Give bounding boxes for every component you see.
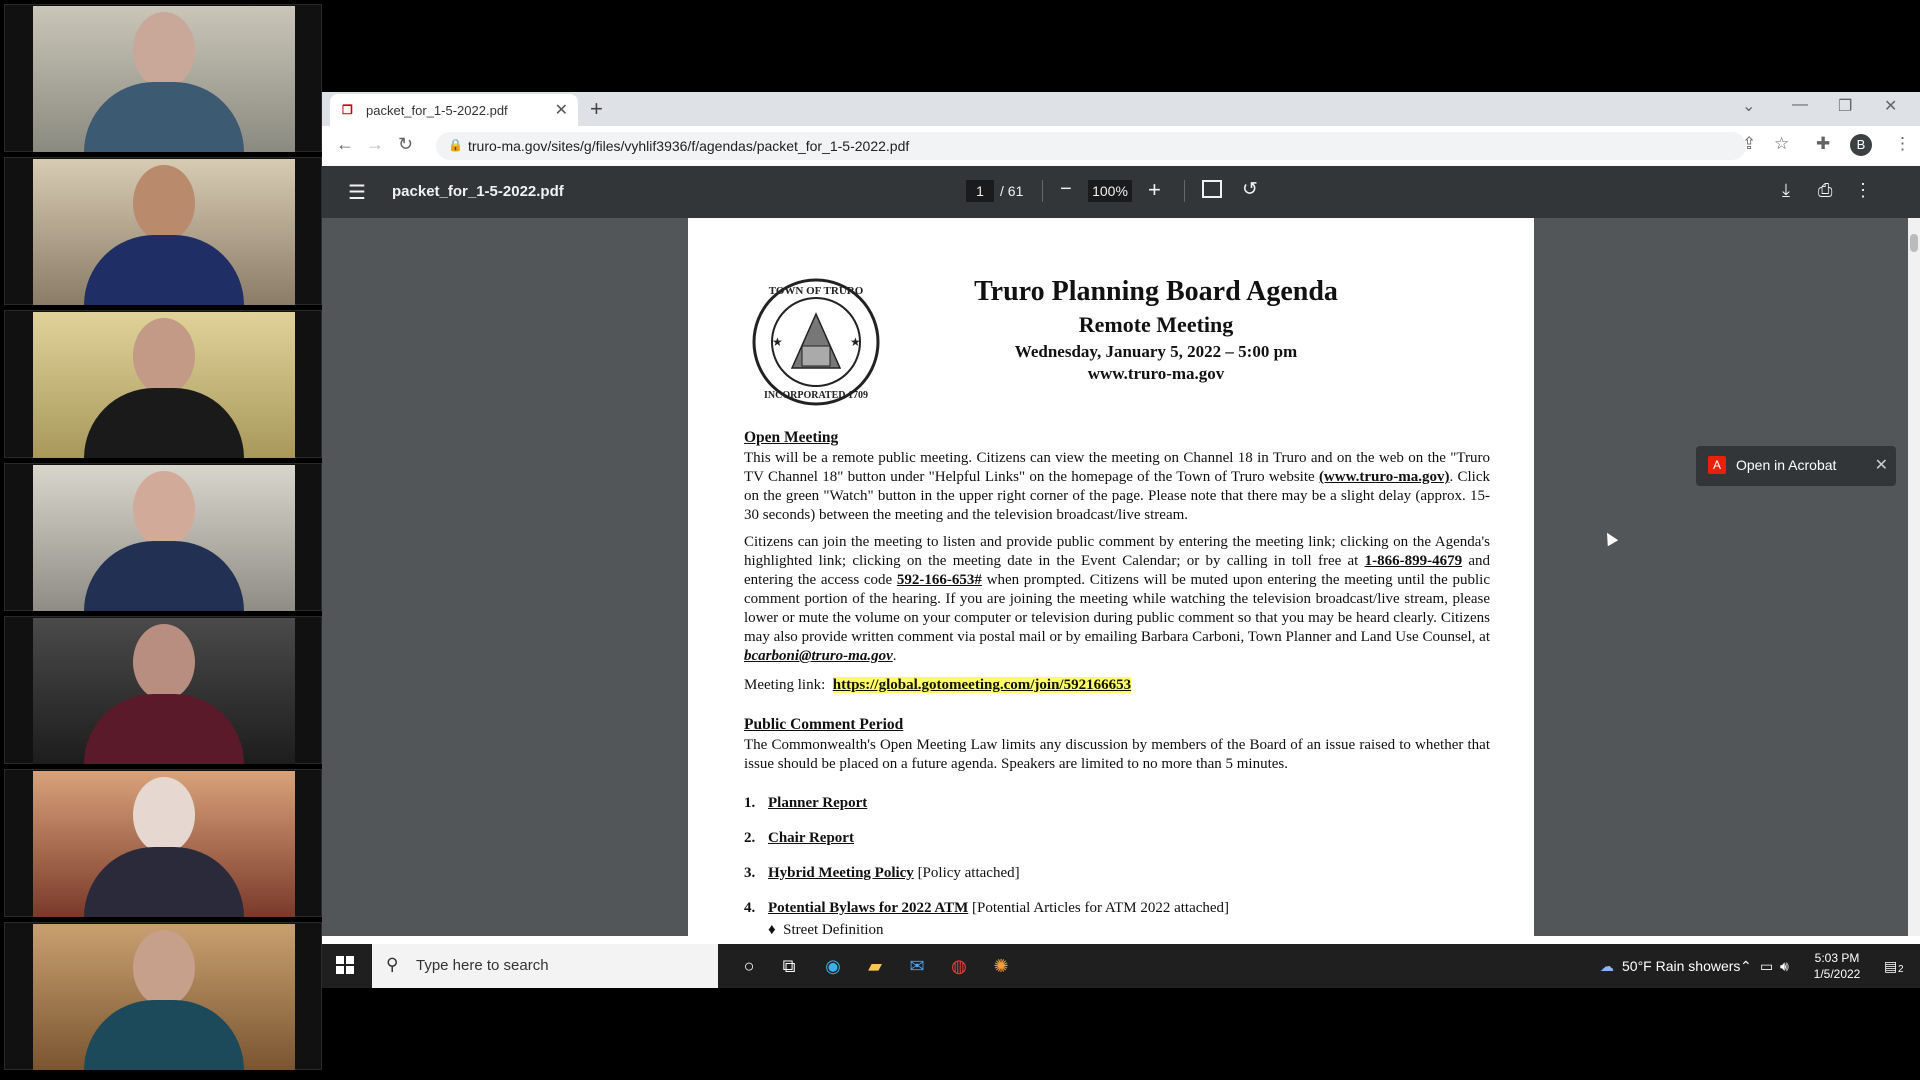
mail-icon[interactable]: ✉ — [909, 956, 925, 976]
item-title: Hybrid Meeting Policy — [768, 865, 914, 881]
back-button[interactable]: ← — [336, 134, 354, 154]
tab-bar — [322, 92, 1920, 126]
item-number: 3. — [744, 865, 756, 881]
pdf-viewport[interactable] — [322, 218, 1908, 936]
agenda-body — [744, 428, 1490, 936]
meeting-date: Wednesday, January 5, 2022 – 5:00 pm — [1014, 342, 1298, 361]
video-participants-strip — [4, 4, 322, 1076]
participant-figure — [84, 471, 244, 611]
participant-figure — [84, 165, 244, 305]
participant-video — [33, 924, 295, 1070]
sub-bullet — [768, 921, 1490, 936]
bookmark-star-icon[interactable]: ☆ — [1774, 134, 1790, 153]
reload-button[interactable]: ↻ — [398, 134, 414, 154]
pdf-scrollbar[interactable] — [1908, 218, 1920, 936]
edge-icon[interactable]: ◉ — [825, 956, 841, 976]
item-title: Potential Bylaws for 2022 ATM — [768, 900, 969, 916]
participant-figure — [84, 930, 244, 1070]
pdf-toolbar — [322, 166, 1920, 218]
diamond-bullet-icon: ♦ — [768, 922, 776, 936]
app-icon[interactable]: ✺ — [993, 956, 1009, 976]
share-icon[interactable]: ⇪ — [1742, 134, 1757, 153]
pdf-page — [688, 218, 1534, 936]
address-bar[interactable] — [436, 132, 1746, 160]
join-meeting-paragraph — [744, 533, 1490, 666]
tab-search-icon[interactable]: ⌄ — [1742, 98, 1756, 115]
participant-figure — [84, 624, 244, 764]
participant-tile[interactable] — [4, 922, 322, 1070]
item-title: Planner Report — [768, 795, 868, 811]
download-icon[interactable]: ⤓ — [1782, 180, 1790, 200]
item-title: Chair Report — [768, 830, 854, 846]
agenda-item — [744, 899, 1490, 918]
acrobat-close-icon[interactable]: ✕ — [1874, 457, 1888, 474]
browser-menu-icon[interactable]: ⋮ — [1894, 134, 1911, 153]
clock-date: 1/5/2022 — [1813, 967, 1861, 981]
paragraph-text: This will be a remote public meeting. Citizens can view the meeting on Channel 18 in Truro and on the web on the "Truro TV Channel 18" button under "Helpful Links" on the homepage of the Town of Truro website — [744, 450, 1490, 485]
participant-video — [33, 6, 295, 152]
participant-tile[interactable] — [4, 310, 322, 458]
agenda-item — [744, 794, 1490, 813]
participant-tile[interactable] — [4, 463, 322, 611]
item-note: [Policy attached] — [913, 865, 1020, 881]
website-link[interactable]: (www.truro-ma.gov) — [1318, 469, 1450, 485]
email-link[interactable]: bcarboni@truro-ma.gov — [744, 648, 893, 664]
weather-icon: ☁ — [1600, 958, 1614, 974]
open-meeting-paragraph — [744, 449, 1490, 525]
notification-count: 2 — [1898, 964, 1904, 975]
restore-button[interactable]: ❐ — [1838, 98, 1853, 115]
open-in-acrobat-button[interactable] — [1696, 446, 1896, 486]
zoom-level-input[interactable]: 100% — [1088, 180, 1132, 202]
participant-tile[interactable] — [4, 157, 322, 305]
toolbar-divider — [1184, 180, 1185, 202]
paragraph-text: Citizens can join the meeting to listen and provide public comment by entering the meeting link; clicking on the Agenda's highlighted link; clicking on the meeting date in the Event Calendar; or by calling in toll free at — [744, 534, 1490, 569]
paragraph-text: . — [892, 648, 897, 664]
pdf-sidebar-menu-icon[interactable]: ☰ — [348, 182, 366, 204]
chrome-icon[interactable]: ◍ — [951, 956, 967, 976]
minimize-button[interactable]: — — [1792, 96, 1808, 113]
taskbar-search-box[interactable] — [372, 944, 718, 988]
cortana-icon[interactable]: ○ — [743, 956, 755, 976]
meeting-link-line — [744, 676, 1490, 695]
rotate-icon[interactable]: ↺ — [1242, 179, 1258, 200]
taskbar-clock[interactable] — [1802, 950, 1872, 982]
new-tab-button[interactable]: + — [590, 96, 603, 121]
svg-text:INCORPORATED 1709: INCORPORATED 1709 — [764, 390, 868, 401]
svg-text:★: ★ — [850, 335, 861, 349]
browser-window — [322, 92, 1920, 988]
lock-icon[interactable]: 🔒 — [448, 138, 463, 152]
participant-video — [33, 159, 295, 305]
participant-figure — [84, 777, 244, 917]
task-view-icon[interactable]: ⧉ — [782, 956, 796, 976]
access-code: 592-166-653# — [896, 572, 982, 588]
bullet-text: Street Definition — [783, 922, 884, 936]
participant-figure — [84, 318, 244, 458]
website-text: www.truro-ma.gov — [1087, 364, 1225, 383]
zoom-out-button[interactable]: − — [1060, 178, 1072, 200]
weather-text[interactable]: 50°F Rain showers — [1622, 958, 1741, 974]
volume-icon[interactable]: 🔊︎ — [1780, 958, 1789, 974]
participant-video — [33, 312, 295, 458]
page-number-input[interactable]: 1 — [966, 180, 994, 202]
close-window-button[interactable]: ✕ — [1884, 98, 1898, 115]
acrobat-icon: A — [1708, 456, 1726, 474]
participant-video — [33, 618, 295, 764]
tab-pdf[interactable] — [330, 94, 578, 126]
participant-tile[interactable] — [4, 616, 322, 764]
agenda-item — [744, 829, 1490, 848]
participant-tile[interactable] — [4, 4, 322, 152]
network-icon[interactable]: ▭ — [1760, 958, 1774, 974]
acrobat-label: Open in Acrobat — [1736, 457, 1837, 473]
tray-expand-icon[interactable]: ⌃ — [1740, 958, 1752, 974]
agenda-title: Truro Planning Board Agenda — [974, 276, 1338, 307]
pdf-more-icon[interactable]: ⋮ — [1854, 180, 1872, 200]
meeting-link[interactable]: https://global.gotomeeting.com/join/592166653 — [832, 677, 1132, 693]
fit-to-page-icon[interactable] — [1202, 180, 1222, 198]
meeting-link-label: Meeting link: — [744, 677, 826, 693]
svg-text:★: ★ — [772, 335, 783, 349]
agenda-item — [744, 864, 1490, 883]
page-total: / 61 — [1000, 183, 1024, 199]
public-comment-paragraph: The Commonwealth's Open Meeting Law limits any discussion by members of the Board of an issue raised to whether that issue should be placed on a future agenda. Speakers are limited to no more than 5 minutes. — [744, 737, 1490, 772]
extensions-icon[interactable]: ✚ — [1816, 134, 1831, 153]
zoom-in-button[interactable]: + — [1148, 177, 1161, 202]
search-icon: ⚲ — [386, 955, 399, 974]
item-note: [Potential Articles for ATM 2022 attached] — [968, 900, 1230, 916]
phone-number: 1-866-899-4679 — [1364, 553, 1463, 569]
toolbar-divider — [1042, 180, 1043, 202]
item-number: 4. — [744, 900, 756, 916]
paragraph-text: and entering the access code — [744, 553, 1490, 588]
print-icon[interactable]: ⎙ — [1818, 180, 1833, 200]
pdf-file-name: packet_for_1-5-2022.pdf — [392, 183, 564, 200]
windows-taskbar — [322, 944, 1920, 988]
public-comment-heading: Public Comment Period — [744, 716, 904, 733]
url-text[interactable]: truro-ma.gov/sites/g/files/vyhlif3936/f/agendas/packet_for_1-5-2022.pdf — [468, 138, 910, 154]
participant-video — [33, 771, 295, 917]
agenda-subtitle: Remote Meeting — [1078, 312, 1234, 337]
windows-start-icon[interactable] — [336, 956, 354, 974]
tab-title: packet_for_1-5-2022.pdf — [366, 103, 508, 118]
open-meeting-heading: Open Meeting — [744, 429, 839, 446]
paragraph-text: . Click on the green "Watch" button in the upper right corner of the page. Please note that there may be a slight delay (approx. 15-30 seconds) between the meeting and the television broadcast/live stream. — [744, 469, 1490, 523]
file-explorer-icon[interactable]: ▰ — [868, 956, 882, 976]
browser-toolbar — [322, 126, 1920, 167]
profile-avatar[interactable]: B — [1850, 134, 1872, 156]
notification-icon[interactable]: ▤ — [1884, 958, 1898, 974]
pdf-favicon-icon: ❐ — [342, 103, 353, 117]
item-number: 2. — [744, 830, 756, 846]
forward-button[interactable]: → — [366, 134, 384, 154]
tab-close-icon[interactable]: ✕ — [554, 102, 568, 119]
participant-tile[interactable] — [4, 769, 322, 917]
participant-figure — [84, 12, 244, 152]
clock-time: 5:03 PM — [1814, 951, 1860, 965]
paragraph-text: when prompted. Citizens will be muted upon entering the meeting until the public comment portion of the hearing. If you are joining the meeting while watching the television broadcast/live stream, please lower or mute the volume on your computer or television during public comment so that you may be heard clearly. Citizens may also provide written comment via postal mail or by emailing Barbara Carboni, Town Planner and Land Use Counsel, at — [744, 572, 1491, 645]
taskbar-search-placeholder: Type here to search — [416, 957, 549, 974]
participant-video — [33, 465, 295, 611]
svg-text:TOWN OF TRURO: TOWN OF TRURO — [768, 285, 864, 297]
item-number: 1. — [744, 795, 756, 811]
scrollbar-thumb[interactable] — [1910, 234, 1918, 252]
